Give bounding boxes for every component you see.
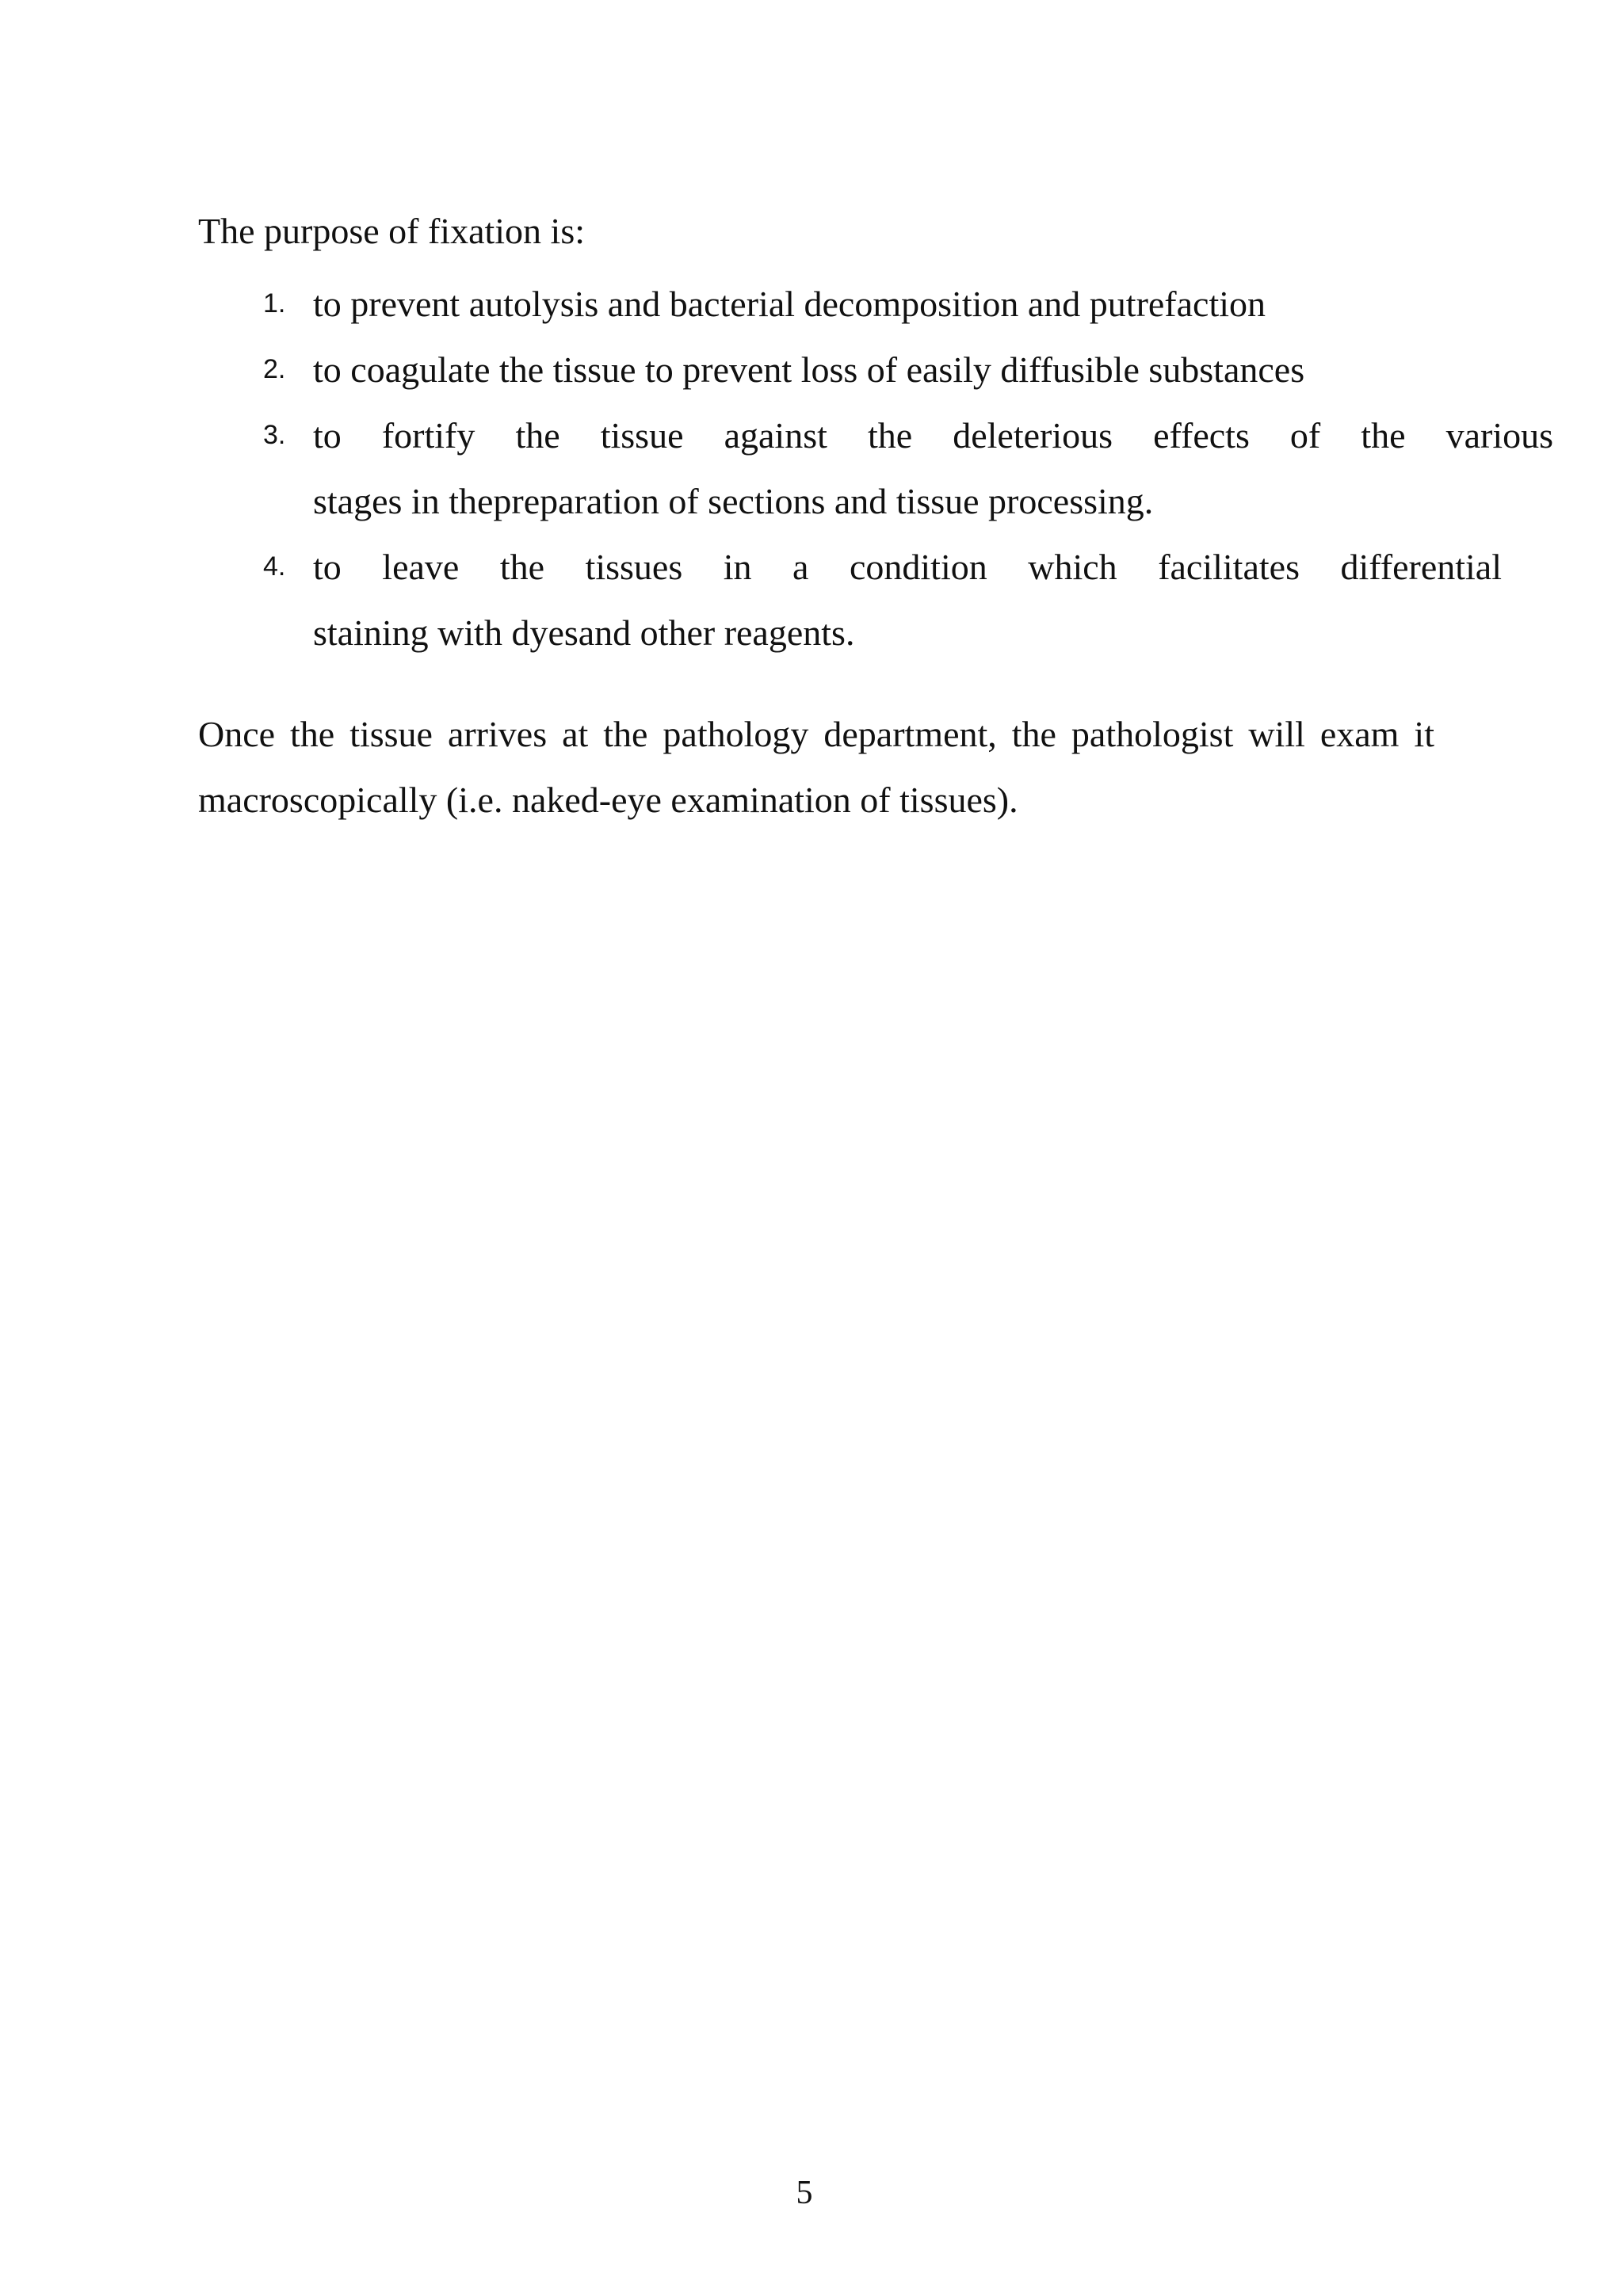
list-item	[198, 402, 1553, 534]
list-item	[198, 337, 1371, 402]
fixation-purpose-list	[198, 271, 1553, 666]
list-item-text-continued: staining with dyesand other reagents.	[313, 612, 855, 653]
page-number: 5	[796, 2175, 813, 2211]
list-item-text: to fortify the tissue against the deleterious effects of the various	[313, 415, 1553, 456]
list-item	[198, 271, 1371, 337]
list-item	[198, 534, 1502, 666]
intro-text: The purpose of fixation is:	[198, 211, 586, 251]
list-item-text: to leave the tissues in a condition which facilitates differential	[313, 547, 1502, 587]
list-item-number: 1.	[263, 288, 286, 318]
list-item-number: 3.	[263, 420, 286, 450]
list-item-text: to prevent autolysis and bacterial decomposition and putrefaction	[313, 284, 1266, 324]
closing-line: Once the tissue arrives at the pathology department, the pathologist will exam it	[198, 714, 1434, 754]
closing-paragraph	[198, 701, 1434, 833]
closing-line: macroscopically (i.e. naked-eye examination of tissues).	[198, 780, 1018, 820]
list-item-number: 4.	[263, 551, 286, 582]
list-item-text-continued: stages in thepreparation of sections and tissue processing.	[313, 481, 1154, 521]
list-item-number: 2.	[263, 354, 286, 384]
list-item-text: to coagulate the tissue to prevent loss of easily diffusible substances	[313, 349, 1305, 390]
